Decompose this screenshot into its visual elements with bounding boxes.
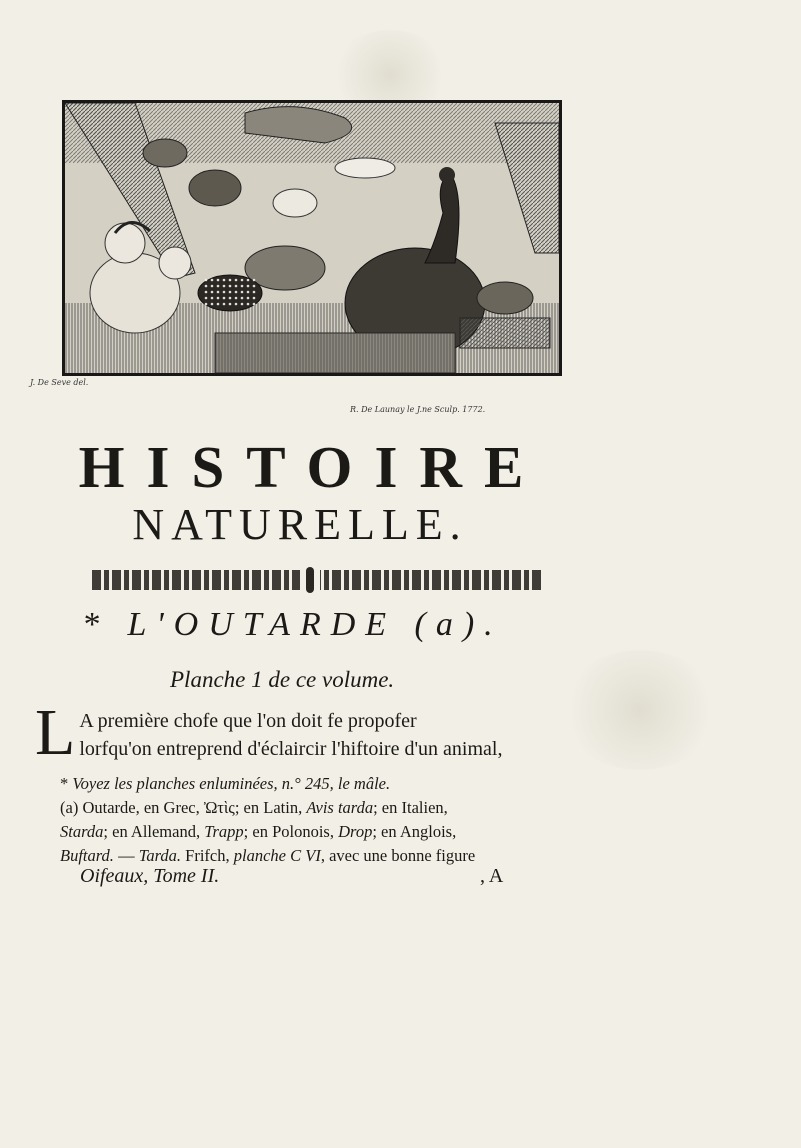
body-text (35, 696, 755, 769)
footnote-star (60, 772, 770, 796)
engraver-credit: R. De Launay le J.ne Sculp. 1772. (350, 405, 486, 414)
footnote-text: (a) Outarde, en Grec, Ὠτὶς; en Latin, (60, 798, 307, 817)
page-title: HISTOIRE (78, 434, 546, 500)
footnote-text: ; en Allemand, (103, 822, 205, 841)
footnote-marker: * (60, 774, 69, 793)
engraved-illustration (62, 100, 562, 376)
footnote-italic: Starda (60, 822, 104, 841)
footnote-text: — (113, 846, 139, 865)
footnote-text: ; en Italien, (373, 798, 448, 817)
footnote-text: Voyez les planches enluminées, n.° 245, le mâle. (72, 774, 391, 793)
footnote-text: Frifch, (181, 846, 234, 865)
footnotes (60, 772, 770, 868)
signature-mark: Oifeaux, Tome II. (80, 865, 220, 887)
birds-engraving-image (65, 103, 559, 373)
body-line: lorfqu'on entreprend d'éclaircir l'hiftoire d'un animal, (79, 738, 503, 760)
footnote-italic: Trapp (204, 822, 244, 841)
plate-reference: Planche 1 de ce volume. (170, 667, 395, 692)
catchword: , A (480, 865, 504, 887)
body-line: A première chofe que l'on doit fe propofer (79, 710, 417, 732)
footnote-text: , avec une bonne figure (320, 846, 476, 865)
footnote-italic: Buftard. (60, 846, 114, 865)
footnote-text: ; en Polonois, (243, 822, 339, 841)
footnote-italic: planche C VI (233, 846, 321, 865)
footnote-italic: Drop (338, 822, 373, 841)
ornament-center-mark (300, 565, 320, 595)
footnote-italic: Tarda. (138, 846, 182, 865)
footnote-italic: Avis tarda (306, 798, 374, 817)
drop-cap: L (35, 696, 76, 769)
page-subtitle: NATURELLE. (132, 500, 468, 549)
artist-credit: J. De Seve del. (30, 378, 89, 387)
footnote-text: ; en Anglois, (372, 822, 457, 841)
footnote-a (60, 796, 770, 820)
footnote-a-cont (60, 820, 770, 844)
chapter-heading: * L'OUTARDE (a). (82, 606, 503, 643)
